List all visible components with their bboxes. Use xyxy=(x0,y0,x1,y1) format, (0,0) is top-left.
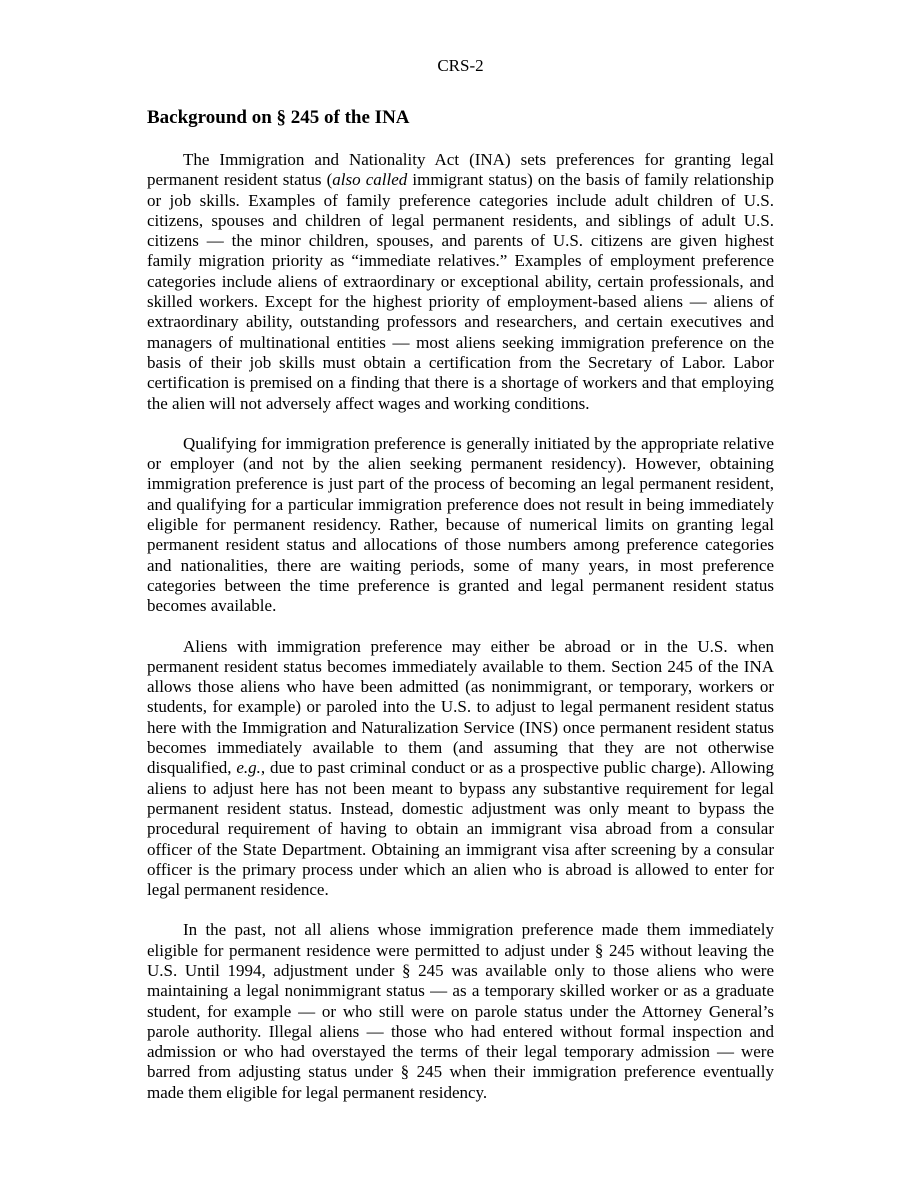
paragraph-3 xyxy=(147,637,774,901)
paragraph-3-text-c: , due to past criminal conduct or as a prospective public charge). Allowing aliens to adjust here has not been meant to bypass any substantive requirement for legal permanent resident status. Instead, domestic adjustment was only meant to bypass the procedural requirement of having to obtain an immigrant visa abroad from a consular officer of the State Department. Obtaining an immigrant visa after screening by a consular officer is the primary process under which an alien who is abroad is allowed to enter for legal permanent residence. xyxy=(147,758,774,900)
paragraph-1-text-c: immigrant status) on the basis of family relationship or job skills. Examples of family preference categories include adult children of U.S. citizens, spouses and children of legal permanent residents, and siblings of adult U.S. citizens — the minor children, spouses, and parents of U.S. citizens are given highest family migration priority as “immediate relatives.” Examples of employment preference categories include aliens of extraordinary or exceptional ability, certain professionals, and skilled workers. Except for the highest priority of employment-based aliens — aliens of extraordinary ability, outstanding professors and researchers, and certain executives and managers of multinational entities — most aliens seeking immigration preference on the basis of their job skills must obtain a certification from the Secretary of Labor. Labor certification is premised on a finding that there is a shortage of workers and that employing the alien will not adversely affect wages and working conditions. xyxy=(147,170,774,413)
paragraph-2: Qualifying for immigration preference is generally initiated by the appropriate relative or employer (and not by the alien seeking permanent residency). However, obtaining immigration preference is just part of the process of becoming an legal permanent resident, and qualifying for a particular immigration preference does not result in being immediately eligible for permanent residency. Rather, because of numerical limits on granting legal permanent resident status and allocations of those numbers among preference categories and nationalities, there are waiting periods, some of many years, in most preference categories between the time preference is granted and legal permanent resident status becomes available. xyxy=(147,433,774,616)
section-heading: Background on § 245 of the INA xyxy=(147,107,410,128)
paragraph-1 xyxy=(147,150,774,414)
page-number: CRS-2 xyxy=(437,56,484,75)
paragraph-3-text-a: Aliens with immigration preference may either be abroad or in the U.S. when permanent resident status becomes immediately available to them. Section 245 of the INA allows those aliens who have been admitted (as nonimmigrant, or temporary, workers or students, for example) or paroled into the U.S. to adjust to legal permanent resident status here with the Immigration and Naturalization Service (INS) once permanent resident status becomes immediately available to them (and assuming that they are not otherwise disqualified, xyxy=(147,636,774,778)
paragraph-3-italic: e.g. xyxy=(236,758,261,778)
body-text xyxy=(147,150,774,1123)
paragraph-1-italic: also called xyxy=(332,170,408,190)
paragraph-1-text-a: The Immigration and Nationality Act (INA) sets preferences for granting legal permanent resident status ( xyxy=(147,150,774,190)
paragraph-4: In the past, not all aliens whose immigration preference made them immediately eligible for permanent residence were permitted to adjust under § 245 without leaving the U.S. Until 1994, adjustment under § 245 was available only to those aliens who were maintaining a legal nonimmigrant status — as a temporary skilled worker or as a graduate student, for example — or who still were on parole status under the Attorney General’s parole authority. Illegal aliens — those who had entered without formal inspection and admission or who had overstayed the terms of their legal temporary admission — were barred from adjusting status under § 245 when their immigration preference eventually made them eligible for legal permanent residency. xyxy=(147,920,774,1102)
